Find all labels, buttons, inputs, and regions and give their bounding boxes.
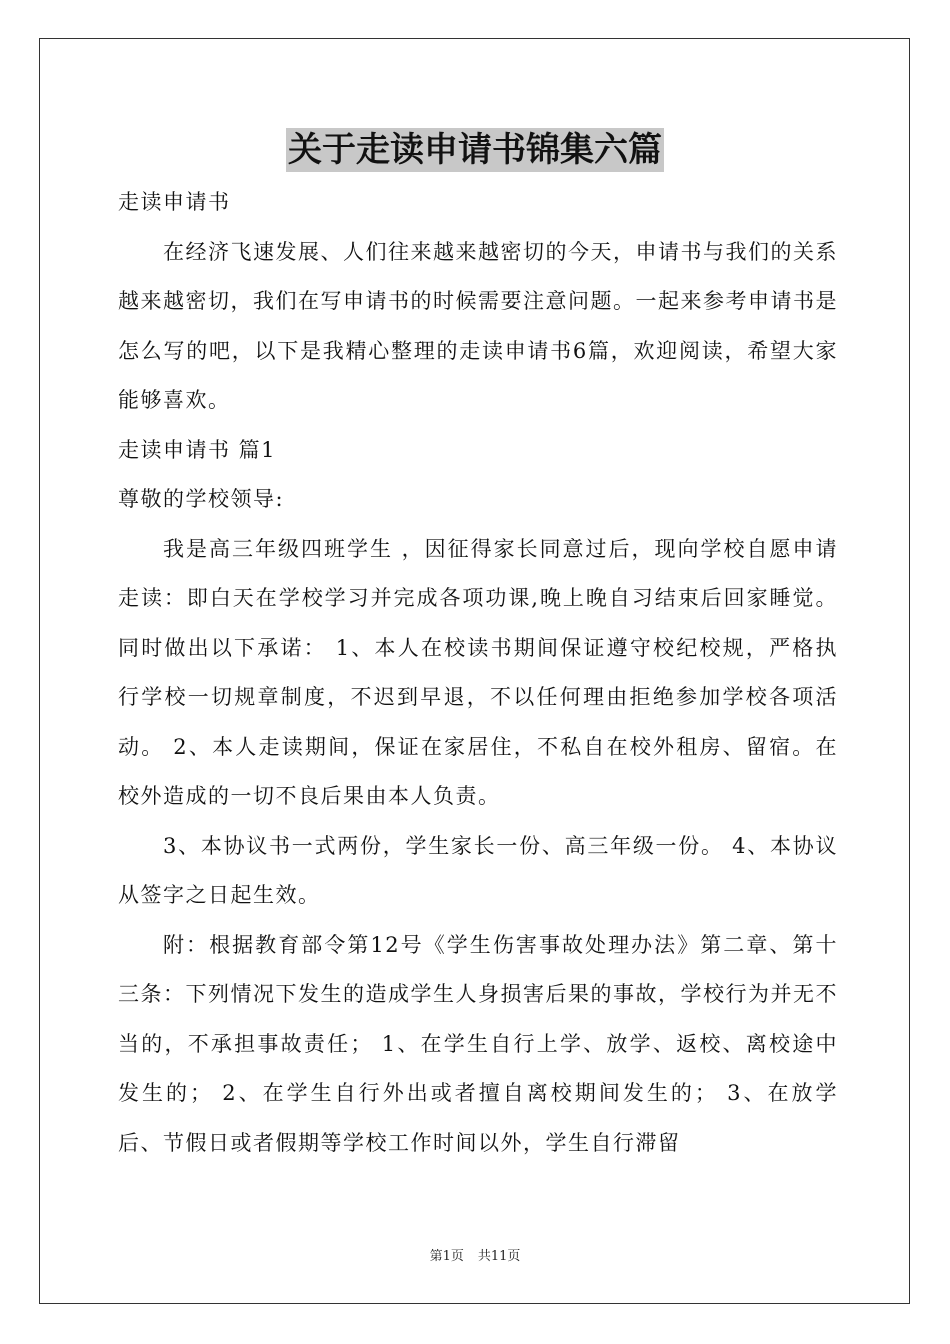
total-pages: 共11页 bbox=[477, 1249, 521, 1264]
salutation: 尊敬的学校领导: bbox=[118, 487, 285, 511]
appendix-paragraph: 附：根据教育部令第12号《学生伤害事故处理办法》第二章、第十三条：下列情况下发生的造成学生人身损害后果的事故，学校行为并无不当的，不承担事故责任； 1、在学生自行上学、放学、返校、离校途中发生的； 2、在学生自行外出或者擅自离校期间发生的； 3、在放学后、节假日或者假期等学校工作时间以外，学生自行滞留 bbox=[118, 932, 838, 1155]
article-heading: 走读申请书 篇1 bbox=[118, 437, 277, 462]
document-title: 关于走读申请书锦集六篇 bbox=[288, 130, 662, 170]
section-heading: 走读申请书 bbox=[118, 190, 231, 214]
body-paragraph: 我是高三年级四班学生 ，因征得家长同意过后，现向学校自愿申请走读：即白天在学校学习并完成各项功课,晚上晚自习结束后回家睡觉。同时做出以下承诺： 1、本人在校读书期间保证遵守校纪校规，严格执行学校一切规章制度，不迟到早退，不以任何理由拒绝参加学校各项活动。 2、本人走读期间，保证在家居住，不私自在校外租房、留宿。在校外造成的一切不良后果由本人负责。 bbox=[118, 536, 838, 808]
document-body bbox=[118, 178, 838, 1168]
title-container bbox=[0, 128, 950, 172]
page-footer bbox=[0, 1248, 950, 1266]
body-paragraph: 3、本协议书一式两份，学生家长一份、高三年级一份。 4、本协议从签字之日起生效。 bbox=[118, 833, 838, 907]
page-number: 第1页 bbox=[429, 1249, 464, 1264]
intro-paragraph: 在经济飞速发展、人们往来越来越密切的今天，申请书与我们的关系越来越密切，我们在写申请书的时候需要注意问题。一起来参考申请书是怎么写的吧，以下是我精心整理的走读申请书6篇，欢迎阅读，希望大家能够喜欢。 bbox=[118, 239, 838, 412]
